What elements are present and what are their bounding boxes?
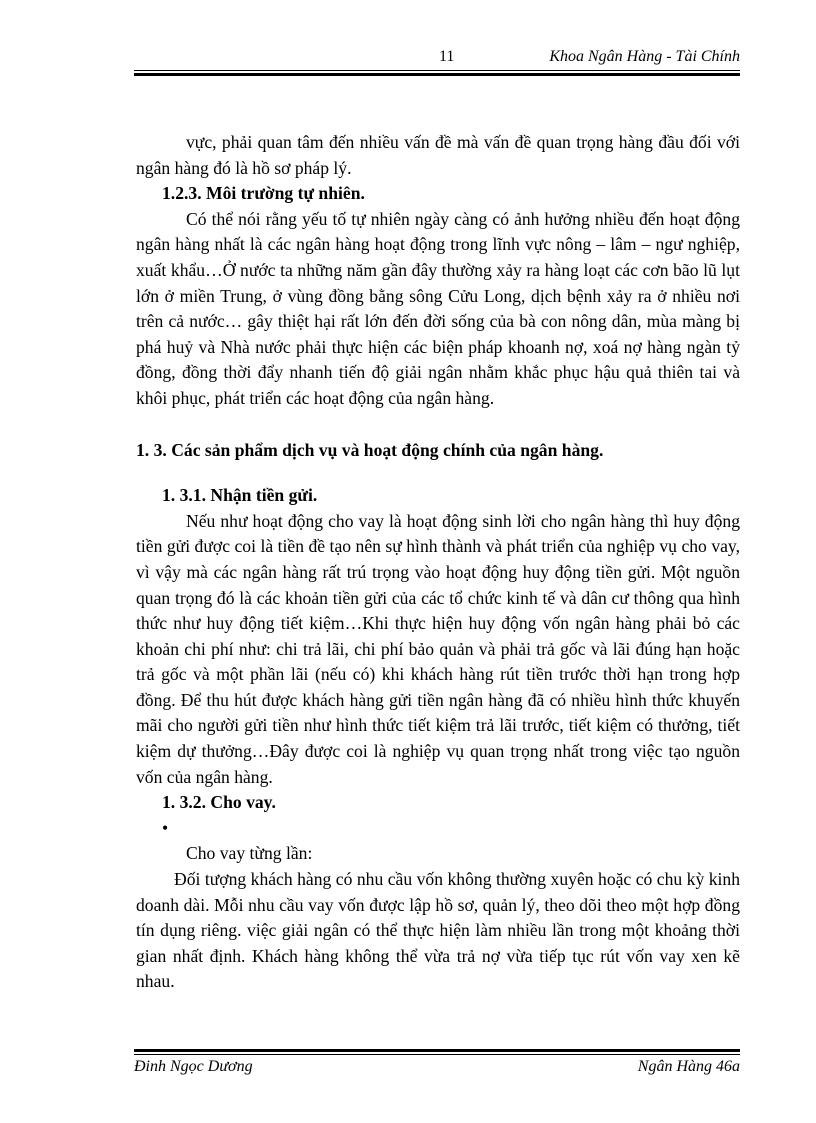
bullet-marker: • — [162, 817, 169, 838]
paragraph-single-loan: Đối tượng khách hàng có nhu cầu vốn không thường xuyên hoặc có chu kỳ kinh doanh dài. Mỗi nhu cầu vay vốn được lập hồ sơ, quản lý, theo dõi theo một hợp đồng tín dụng riêng. việc giải ngân có thể thực hiện làm nhiều lần trong một khoảng thời gian nhất định. Khách hàng không thể vừa trả nợ vừa tiếp tục rút vốn vay xen kẽ nhau. — [136, 869, 740, 992]
footer-rule-thick — [134, 1049, 740, 1052]
bullet-item-label: Cho vay từng lần: — [186, 843, 313, 864]
class-name: Ngân Hàng 46a — [637, 1058, 740, 1075]
paragraph-intro: vực, phải quan tâm đến nhiều vấn đề mà vấn đề quan trọng hàng đầu đối với ngân hàng đó là hồ sơ pháp lý. — [136, 132, 740, 178]
heading-1-3: 1. 3. Các sản phẩm dịch vụ và hoạt động chính của ngân hàng. — [136, 439, 604, 460]
header-rule-thin — [134, 70, 740, 71]
document-body — [136, 130, 740, 995]
department-name: Khoa Ngân Hàng - Tài Chính — [549, 48, 740, 65]
page-header — [134, 48, 740, 68]
header-rule-thick — [134, 73, 740, 76]
paragraph-deposits: Nếu như hoạt động cho vay là hoạt động sinh lời cho ngân hàng thì huy động tiền gửi được coi là tiền đề tạo nên sự hình thành và phát triển của nghiệp vụ cho vay, vì vậy mà các ngân hàng rất trú trọng vào hoạt động huy động tiền gửi. Một nguồn quan trọng đó là các khoản tiền gửi của các tổ chức kinh tế và dân cư thông qua hình thức như huy động tiết kiệm…Khi thực hiện huy động vốn ngân hàng phải bỏ các khoản chi phí như: chi trả lãi, chi phí bảo quản và phải trả gốc và lãi đúng hạn hoặc trả gốc và một phần lãi (nếu có) khi khách hàng rút tiền trước thời hạn trong hợp đồng. Để thu hút được khách hàng gửi tiền ngân hàng đã có nhiều hình thức khuyến mãi cho người gửi tiền như hình thức tiết kiệm trả lãi trước, tiết kiệm có thưởng, tiết kiệm dự thưởng…Đây được coi là nghiệp vụ quan trọng nhất trong việc tạo nguồn vốn của ngân hàng. — [136, 510, 740, 787]
author-name: Đinh Ngọc Dương — [134, 1058, 253, 1075]
heading-1-3-2: 1. 3.2. Cho vay. — [162, 792, 276, 813]
paragraph-natural-environment: Có thể nói rằng yếu tố tự nhiên ngày càng có ảnh hưởng nhiều đến hoạt động ngân hàng nhất là các ngân hàng hoạt động trong lĩnh vực nông – lâm – ngư nghiệp, xuất khẩu…Ở nước ta những năm gần đây thường xảy ra hàng loạt các cơn bão lũ lụt lớn ở miền Trung, ở vùng đồng bằng sông Cửu Long, dịch bệnh xảy ra ở nhiều nơi trên cả nước… gây thiệt hại rất lớn đến đời sống của bà con nông dân, mùa màng bị phá huỷ và Nhà nước phải thực hiện các biện pháp khoanh nợ, xoá nợ hàng ngàn tỷ đồng, đồng thời đẩy nhanh tiến độ giải ngân nhằm khắc phục hậu quả thiên tai và khôi phục, phát triển các hoạt động của ngân hàng. — [136, 208, 740, 408]
page-footer — [134, 1058, 740, 1078]
page-number: 11 — [439, 48, 455, 65]
footer-rule-thin — [134, 1054, 740, 1055]
heading-1-3-1: 1. 3.1. Nhận tiền gửi. — [162, 485, 318, 506]
heading-1-2-3: 1.2.3. Môi trường tự nhiên. — [162, 183, 365, 204]
